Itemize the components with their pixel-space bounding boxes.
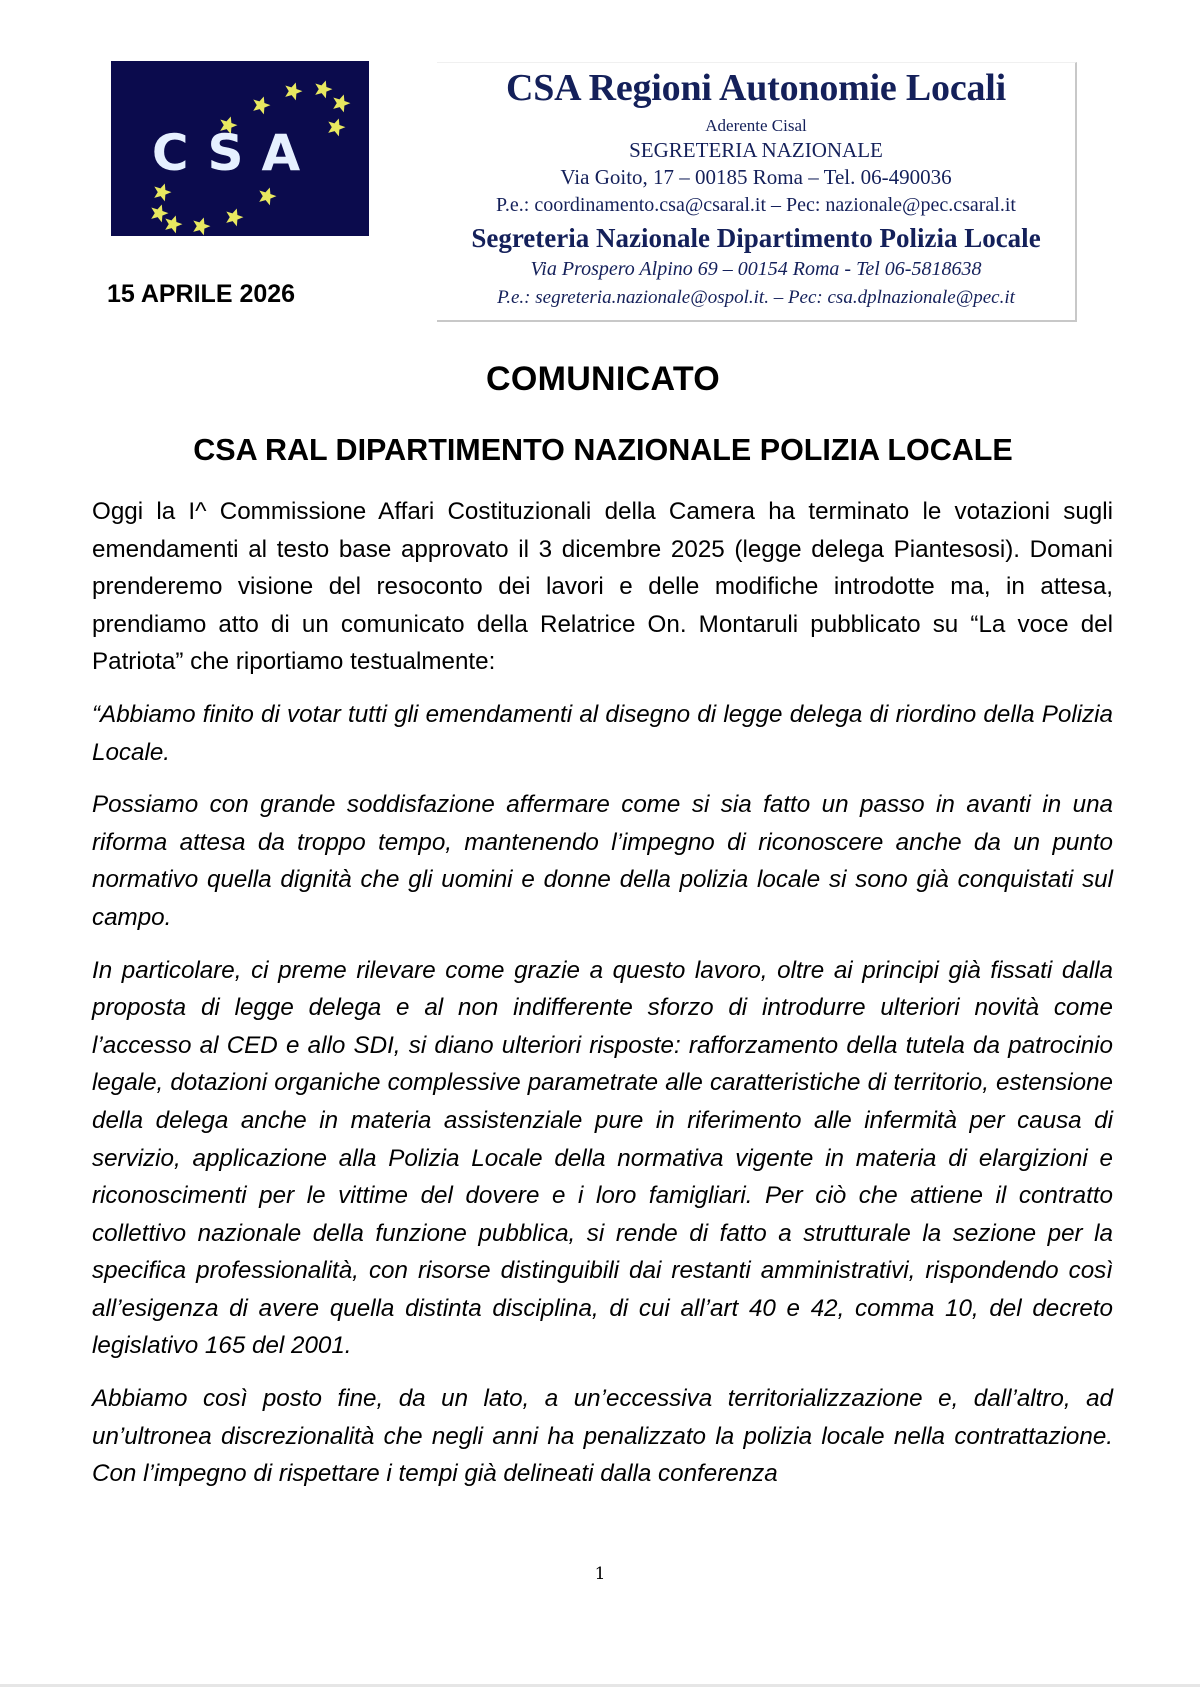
department-name: Segreteria Nazionale Dipartimento Polizia Locale <box>471 223 1041 253</box>
secretariat-label: SEGRETERIA NAZIONALE <box>629 138 883 162</box>
affiliation: Aderente Cisal <box>705 116 807 135</box>
paragraph-quote: Possiamo con grande soddisfazione affermare come si sia fatto un passo in avanti in una riforma attesa da troppo tempo, mantenendo l’impegno di riconoscere anche da un punto normativo quella dignità che gli uomini e donne della polizia locale si sono già conquistati sul campo. <box>92 791 1113 931</box>
email-national: P.e.: coordinamento.csa@csaral.it – Pec: nazionale@pec.csaral.it <box>496 194 1016 216</box>
csa-logo-icon <box>111 61 369 236</box>
document-subtitle: CSA RAL DIPARTIMENTO NAZIONALE POLIZIA LOCALE <box>193 433 1013 467</box>
document-title: COMUNICATO <box>485 360 721 398</box>
document-date: 15 APRILE 2026 <box>107 280 296 308</box>
csa-logo <box>111 61 369 236</box>
address-department: Via Prospero Alpino 69 – 00154 Roma - Tel 06-5818638 <box>530 258 982 280</box>
paragraph-quote: Abbiamo così posto fine, da un lato, a un’eccessiva territorializzazione e, dall’altro, ad un’ultronea discrezionalità che negli anni ha penalizzato la polizia locale nella contrattazione. Con l’impegno di rispettare i tempi già delineati dalla conferenza <box>92 1385 1113 1488</box>
page-number: 1 <box>594 1564 606 1584</box>
organization-name: CSA Regioni Autonomie Locali <box>505 67 1007 109</box>
svg-text:CSA: CSA <box>151 124 319 182</box>
email-department: P.e.: segreteria.nazionale@ospol.it. – Pec: csa.dplnazionale@pec.it <box>497 287 1015 308</box>
paragraph-quote: “Abbiamo finito di votar tutti gli emendamenti al disegno di legge delega di riordino della Polizia Locale. <box>92 700 1113 766</box>
document-body <box>92 493 1113 1508</box>
address-national: Via Goito, 17 – 00185 Roma – Tel. 06-490036 <box>560 165 952 189</box>
letterhead <box>437 62 1077 322</box>
paragraph-intro: Oggi la I^ Commissione Affari Costituzionali della Camera ha terminato le votazioni sugli emendamenti al testo base approvato il 3 dicembre 2025 (legge delega Piantesosi). Domani prenderemo visione del resoconto dei lavori e delle modifiche introdotte ma, in attesa, prendiamo atto di un comunicato della Relatrice On. Montaruli pubblicato su “La voce del Patriota” che riportiamo testualmente: <box>92 498 1113 676</box>
paragraph-quote: In particolare, ci preme rilevare come grazie a questo lavoro, oltre ai principi già fissati dalla proposta di legge delega e al non indifferente sforzo di introdurre ulteriori novità come l’accesso al CED e allo SDI, si diano ulteriori risposte: rafforzamento della tutela da patrocinio legale, dotazioni organiche complessive parametrate alle caratteristiche di territorio, estensione della delega anche in materia assistenziale pure in riferimento alle infermità per causa di servizio, applicazione alla Polizia Locale della normativa vigente in materia di elargizioni e riconoscimenti per le vittime del dovere e i loro famigliari. Per ciò che attiene il contratto collettivo nazionale della funzione pubblica, si rende di fatto a strutturale la sezione per la specifica professionalità, con risorse distinguibili dai restanti amministrativi, rispondendo così all’esigenza di avere quella distinta disciplina, di cui all’art 40 e 42, comma 10, del decreto legislativo 165 del 2001. <box>92 956 1113 1360</box>
